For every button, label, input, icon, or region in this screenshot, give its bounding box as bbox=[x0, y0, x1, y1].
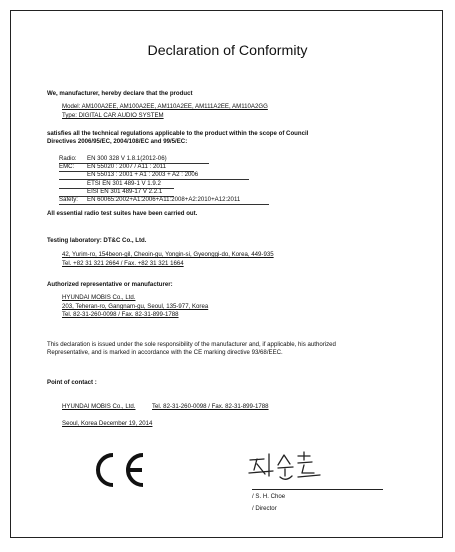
auth-contact: Tel. 82-31-260-0098 / Fax. 82-31-899-1788 bbox=[62, 311, 179, 318]
satisfies-text-2: Directives 2006/95/EC, 2004/108/EC and 99/5/EC: bbox=[47, 138, 188, 145]
ce-mark-icon bbox=[88, 450, 148, 490]
signer-name: / S. H. Choe bbox=[252, 493, 286, 500]
signature-icon bbox=[240, 446, 330, 488]
divider bbox=[59, 204, 269, 205]
signature-line bbox=[252, 489, 383, 490]
declaration-text-2: Representative, and is marked in accordance with the CE marking directive 93/68/EEC. bbox=[47, 349, 283, 356]
declaration-text-1: This declaration is issued under the sole responsibility of the manufacturer and, if applicable, his authorized bbox=[47, 341, 336, 348]
standard-text: EN 300 328 V 1.8.1(2012-06) bbox=[87, 155, 167, 162]
testing-lab-heading: Testing laboratory: DT&C Co., Ltd. bbox=[47, 237, 147, 244]
testing-contact: Tel. +82 31 321 2664 / Fax. +82 31 321 1664 bbox=[62, 260, 184, 267]
auth-address: 203, Teheran-ro, Gangnam-gu, Seoul, 135-977, Korea bbox=[62, 303, 209, 310]
standard-text: ETSI EN 301 489-1 V 1.9.2 bbox=[87, 180, 161, 187]
standard-label: EMC: bbox=[59, 163, 75, 170]
testing-address: 42, Yurim-ro, 154beon-gil, Cheoin-gu, Yongin-si, Gyeonggi-do, Korea, 449-935 bbox=[62, 251, 274, 258]
page-title: Declaration of Conformity bbox=[147, 43, 308, 59]
contact-company: HYUNDAI MOBIS Co., Ltd. bbox=[62, 403, 136, 410]
auth-company: HYUNDAI MOBIS Co., Ltd. bbox=[62, 294, 136, 301]
standard-label: Radio: bbox=[59, 155, 77, 162]
authorized-heading: Authorized representative or manufacturer: bbox=[47, 281, 173, 288]
satisfies-text-1: satisfies all the technical regulations applicable to the product within the scope of Council bbox=[47, 130, 309, 137]
standard-text: EN 55013 : 2001 + A1 : 2003 + A2 : 2006 bbox=[87, 171, 199, 178]
standard-text: EN 55020 : 2007 / A11 : 2011 bbox=[87, 163, 167, 170]
standard-text: EN 60065:2002+A1:2006+A11:2008+A2:2010+A12:2011 bbox=[87, 196, 241, 203]
standard-text: EISI EN 301 489-17 V 2.2.1 bbox=[87, 188, 163, 195]
model-line: Model: AM100A2EE, AM100A2EE, AM110A2EE, AM111A2EE, AM110A2GG bbox=[62, 103, 268, 110]
signer-title: / Director bbox=[252, 505, 277, 512]
intro-text: We, manufacturer, hereby declare that the product bbox=[47, 90, 193, 97]
contact-phone: Tel. 82-31-260-0098 / Fax. 82-31-899-1788 bbox=[152, 403, 269, 410]
type-line: Type: DIGITAL CAR AUDIO SYSTEM bbox=[62, 112, 164, 119]
place-date: Seoul, Korea December 19, 2014 bbox=[62, 420, 153, 427]
standard-label: Safety: bbox=[59, 196, 78, 203]
radio-tests-text: All essential radio test suites have been carried out. bbox=[47, 210, 198, 217]
contact-heading: Point of contact : bbox=[47, 379, 97, 386]
